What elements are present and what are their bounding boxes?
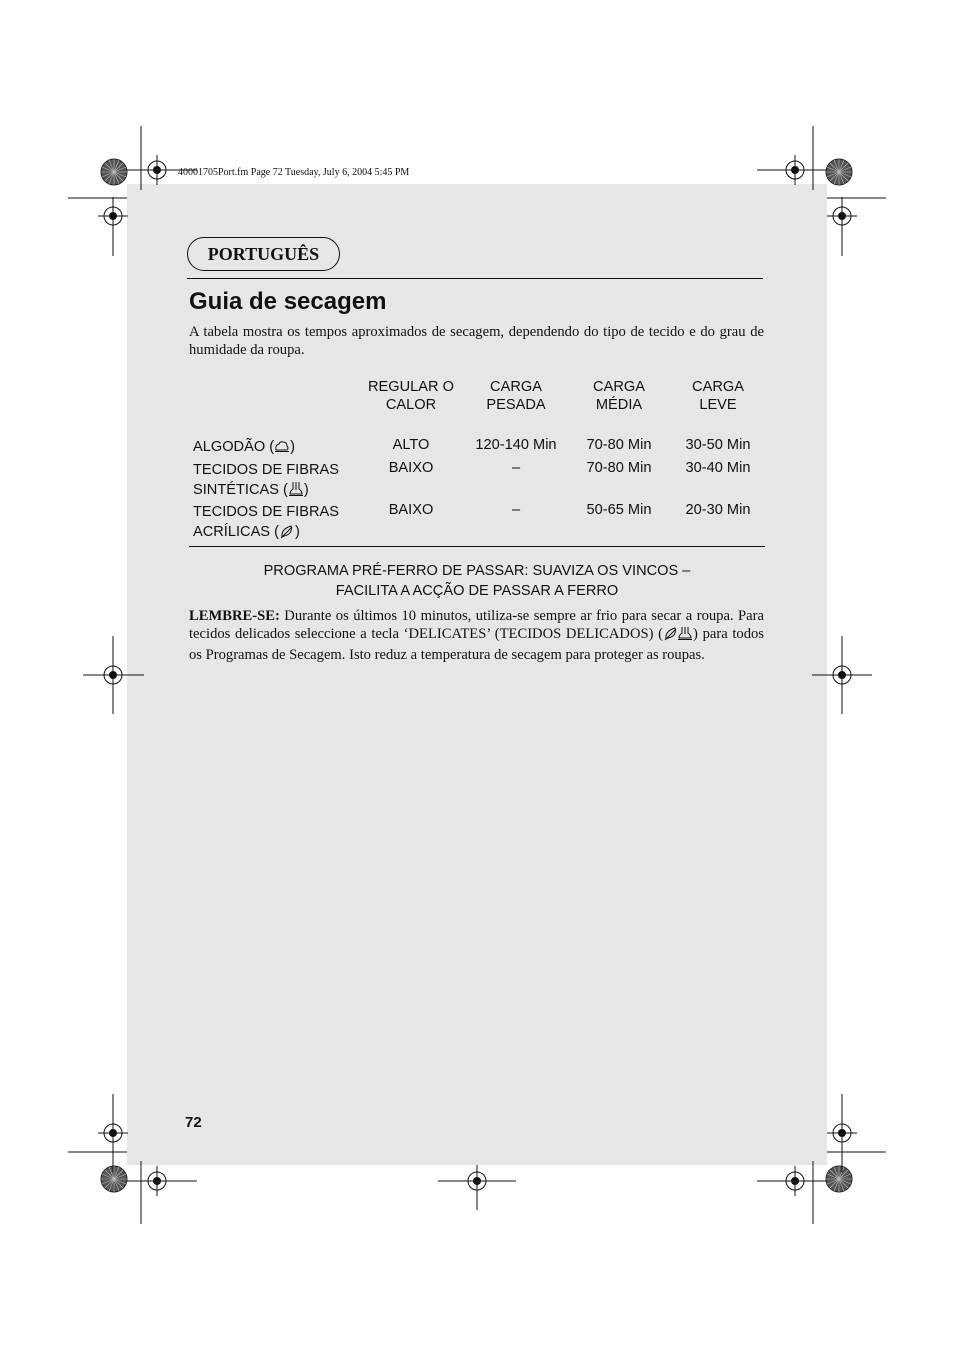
star-target-icon: [101, 159, 127, 185]
delicates-icon: [663, 626, 693, 646]
synthetic-heat: BAIXO: [388, 460, 434, 476]
acrylic-heat: BAIXO: [388, 502, 434, 518]
header-heat-line2: CALOR: [385, 397, 437, 413]
reminder-text-part2: ) para todos os Programas de Secagem. Isto reduz a temperatura de secagem para proteger as roupas.: [189, 626, 764, 663]
reminder-paragraph: [189, 607, 764, 664]
program-note-line1: PROGRAMA PRÉ-FERRO DE PASSAR: SUAVIZA OS VINCOS –: [263, 563, 691, 579]
header-light-line1: CARGA: [692, 379, 744, 395]
star-target-icon: [826, 1166, 852, 1192]
fabric-acrylic-line1: TECIDOS DE FIBRAS: [193, 504, 339, 520]
table-bottom-rule: [189, 546, 765, 547]
header-heat-line1: REGULAR O: [368, 379, 454, 395]
header-heat: [351, 378, 471, 414]
fabric-synthetic-line1: TECIDOS DE FIBRAS: [193, 462, 339, 478]
cotton-heat: ALTO: [392, 437, 430, 453]
fabric-acrylic: [193, 502, 339, 545]
page-title: Guia de secagem: [189, 288, 387, 315]
header-heavy-line2: PESADA: [486, 397, 546, 413]
program-note: [189, 561, 765, 601]
star-target-icon: [101, 1166, 127, 1192]
language-badge: PORTUGUÊS: [187, 237, 340, 271]
fabric-acrylic-close: ): [294, 524, 300, 540]
intro-paragraph: A tabela mostra os tempos aproximados de secagem, dependendo do tipo de tecido e do grau de humidade da roupa.: [189, 324, 764, 358]
cotton-light: 30-50 Min: [685, 437, 751, 453]
fabric-cotton: [193, 437, 295, 460]
fabric-synthetic-line2: SINTÉTICAS (: [193, 482, 288, 498]
synthetic-medium: 70-80 Min: [586, 460, 652, 476]
print-header: 40001705Port.fm Page 72 Tuesday, July 6, 2004 5:45 PM: [178, 167, 410, 178]
synthetic-icon: [288, 481, 304, 503]
fabric-acrylic-line2-wrap: [193, 522, 339, 545]
header-heavy-line1: CARGA: [490, 379, 542, 395]
fabric-cotton-label: ALGODÃO (: [193, 439, 275, 455]
fabric-synthetic-close: ): [303, 482, 309, 498]
header-light-line2: LEVE: [699, 397, 737, 413]
header-medium-line2: MÉDIA: [595, 397, 643, 413]
page-number: 72: [185, 1114, 202, 1131]
program-note-line2: FACILITA A ACÇÃO DE PASSAR A FERRO: [335, 583, 619, 599]
header-heavy: [456, 378, 576, 414]
synthetic-heavy: –: [511, 460, 521, 476]
acrylic-heavy: –: [511, 502, 521, 518]
header-medium-line1: CARGA: [593, 379, 645, 395]
header-light: [658, 378, 778, 414]
fabric-synthetic-line2-wrap: [193, 480, 339, 503]
synthetic-light: 30-40 Min: [685, 460, 751, 476]
cotton-medium: 70-80 Min: [586, 437, 652, 453]
acrylic-light: 20-30 Min: [685, 502, 751, 518]
acrylic-medium: 50-65 Min: [586, 502, 652, 518]
header-rule: [187, 278, 763, 279]
fabric-acrylic-line2: ACRÍLICAS (: [193, 524, 279, 540]
star-target-icon: [826, 159, 852, 185]
cotton-icon: [274, 439, 290, 460]
fabric-synthetic: [193, 460, 339, 503]
reminder-text-part1: Durante os últimos 10 minutos, utiliza-se sempre ar frio para secar a roupa. Para tecidos delicados seleccione a tecla ‘DELICATES’ (TECIDOS DELICADOS) (: [189, 608, 764, 642]
acrylic-icon: [279, 524, 295, 545]
reminder-label: LEMBRE-SE:: [189, 608, 280, 624]
fabric-cotton-close: ): [290, 439, 295, 455]
cotton-heavy: 120-140 Min: [475, 437, 557, 453]
